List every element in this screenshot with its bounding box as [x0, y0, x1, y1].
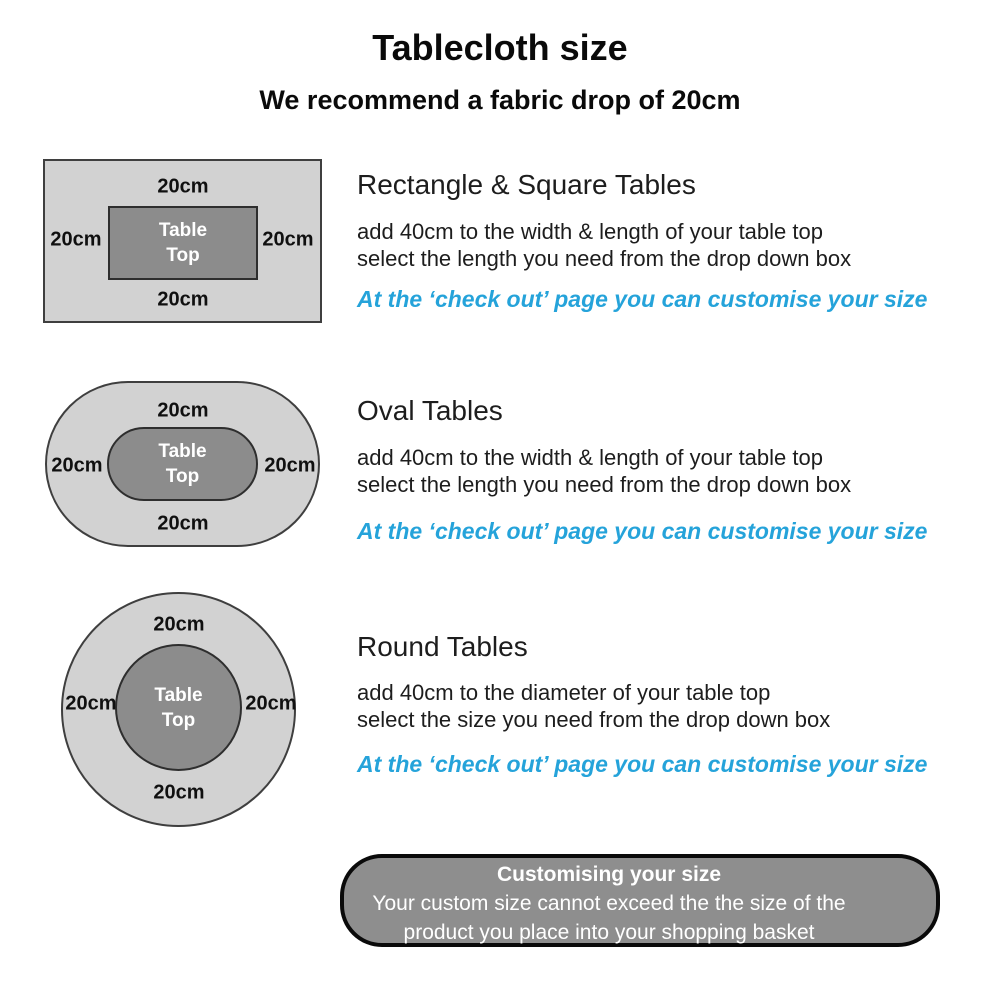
rectangle-customise-note: At the ‘check out’ page you can customise your size — [357, 286, 928, 312]
round-customise-note: At the ‘check out’ page you can customise your size — [357, 751, 928, 777]
round-section-instructions — [357, 679, 830, 733]
oval-table-top-label: Table Top — [158, 441, 207, 487]
customising-size-callout — [340, 854, 940, 947]
round-drop-label-top: 20cm — [153, 613, 205, 636]
rectangle-drop-label-bottom: 20cm — [157, 288, 209, 311]
round-drop-label-left: 20cm — [65, 692, 117, 715]
oval-instruction-line-2: select the length you need from the drop down box — [357, 472, 852, 497]
rectangle-drop-label-top: 20cm — [157, 175, 209, 198]
oval-customise-note: At the ‘check out’ page you can customise your size — [357, 518, 928, 544]
rectangle-table-top-shape — [108, 206, 258, 280]
round-tablecloth-shape — [61, 592, 296, 827]
customising-size-heading: Customising your size — [496, 863, 722, 886]
oval-section-heading: Oval Tables — [357, 395, 503, 426]
rectangle-tablecloth-shape — [43, 159, 322, 323]
rectangle-table-top-label: Table Top — [158, 220, 208, 266]
oval-table-top-shape — [107, 427, 258, 501]
oval-section-instructions — [357, 444, 851, 498]
round-table-top-label: Table Top — [154, 684, 203, 731]
customising-size-line-2: product you place into your shopping basket — [403, 921, 815, 944]
oval-drop-label-right: 20cm — [264, 454, 316, 477]
round-instruction-line-2: select the size you need from the drop down box — [357, 707, 831, 732]
round-drop-label-right: 20cm — [245, 692, 297, 715]
rectangle-section-instructions — [357, 218, 851, 272]
oval-tablecloth-shape — [45, 381, 320, 547]
page-title: Tablecloth size — [372, 27, 628, 68]
oval-drop-label-bottom: 20cm — [157, 512, 209, 535]
page-subtitle: We recommend a fabric drop of 20cm — [259, 85, 741, 115]
oval-drop-label-left: 20cm — [51, 454, 103, 477]
round-section-heading: Round Tables — [357, 631, 528, 662]
round-drop-label-bottom: 20cm — [153, 781, 205, 804]
oval-drop-label-top: 20cm — [157, 399, 209, 422]
rectangle-instruction-line-1: add 40cm to the width & length of your table top — [357, 219, 823, 244]
oval-instruction-line-1: add 40cm to the width & length of your table top — [357, 445, 823, 470]
rectangle-drop-label-right: 20cm — [262, 228, 314, 251]
customising-size-line-1: Your custom size cannot exceed the the size of the — [372, 892, 846, 915]
rectangle-section-heading: Rectangle & Square Tables — [357, 169, 696, 200]
rectangle-drop-label-left: 20cm — [50, 228, 102, 251]
rectangle-instruction-line-2: select the length you need from the drop down box — [357, 246, 852, 271]
round-table-top-shape — [115, 644, 242, 771]
round-instruction-line-1: add 40cm to the diameter of your table top — [357, 680, 771, 705]
